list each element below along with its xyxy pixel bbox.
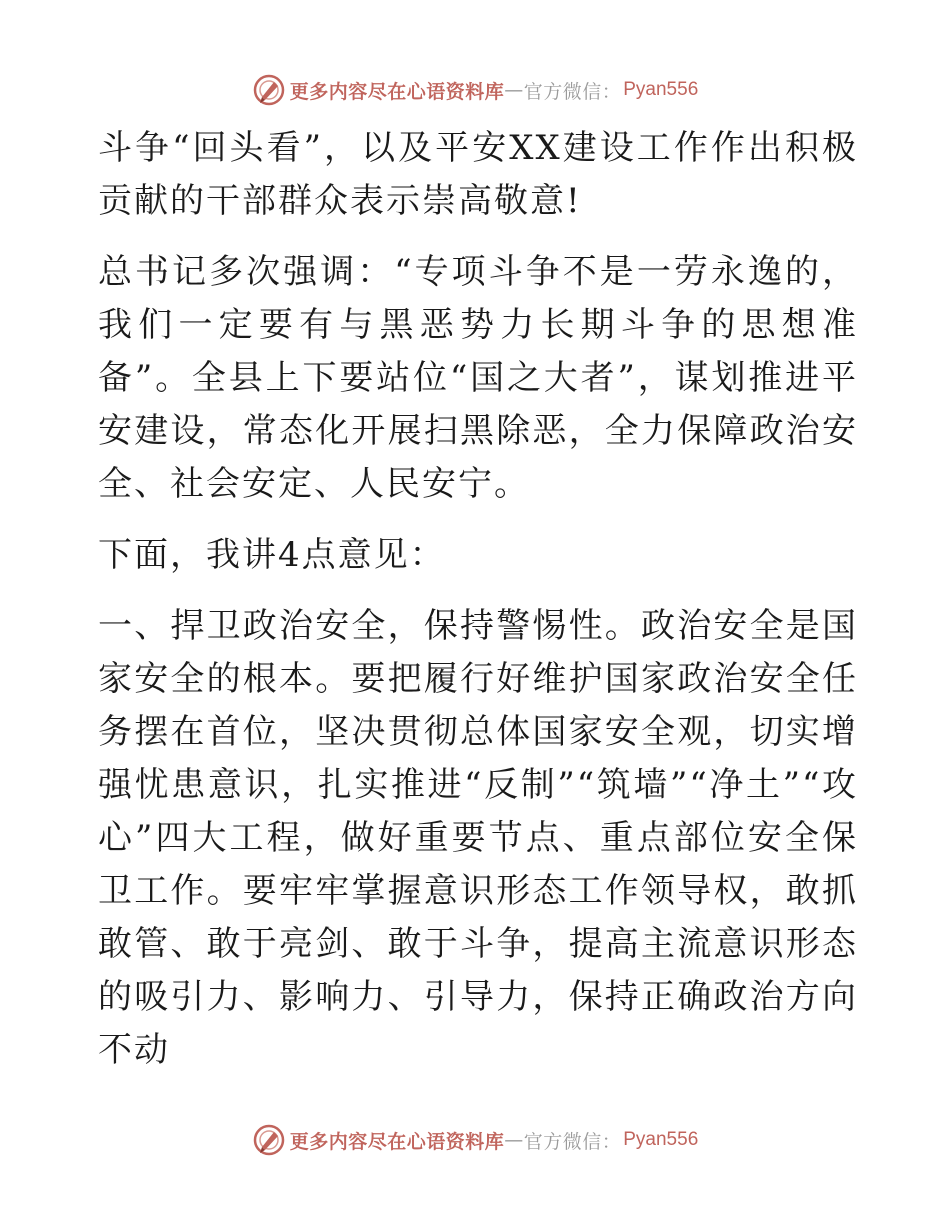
watermark-separator: — — [504, 79, 524, 101]
watermark-separator: — — [504, 1129, 524, 1151]
footer-watermark — [0, 1122, 950, 1158]
paragraph-quote: 总书记多次强调：“专项斗争不是一劳永逸的，我们一定要有与黑恶势力长期斗争的思想准备”。全县上下要站位“国之大者”，谋划推进平安建设，常态化开展扫黑除恶，全力保障政治安全、社会安定、人民安宁。 — [98, 252, 858, 504]
paragraph-intro-points: 下面，我讲4点意见： — [98, 535, 446, 575]
watermark-wechat-label: 官方微信： — [523, 80, 622, 103]
header-watermark — [0, 72, 950, 108]
pen-nib-circle-icon — [252, 73, 286, 107]
paragraph-continuation: 斗争“回头看”，以及平安XX建设工作作出积极贡献的干部群众表示崇高敬意! — [98, 128, 858, 221]
pen-nib-circle-icon — [252, 1123, 286, 1157]
watermark-wechat-label: 官方微信： — [523, 1130, 622, 1153]
watermark-wechat-id: Pyan556 — [623, 1129, 699, 1150]
watermark-brand: 更多内容尽在心语资料库 — [289, 80, 505, 103]
watermark-wechat-id: Pyan556 — [623, 79, 699, 100]
watermark-brand: 更多内容尽在心语资料库 — [289, 1130, 505, 1153]
document-body — [98, 122, 858, 1095]
paragraph-point-one: 一、捍卫政治安全，保持警惕性。政治安全是国家安全的根本。要把履行好维护国家政治安全任务摆在首位，坚决贯彻总体国家安全观，切实增强忧患意识，扎实推进“反制”“筑墙”“净土”“攻心”四大工程，做好重要节点、重点部位安全保卫工作。要牢牢掌握意识形态工作领导权，敢抓敢管、敢于亮剑、敢于斗争，提高主流意识形态的吸引力、影响力、引导力，保持正确政治方向不动 — [98, 606, 858, 1070]
